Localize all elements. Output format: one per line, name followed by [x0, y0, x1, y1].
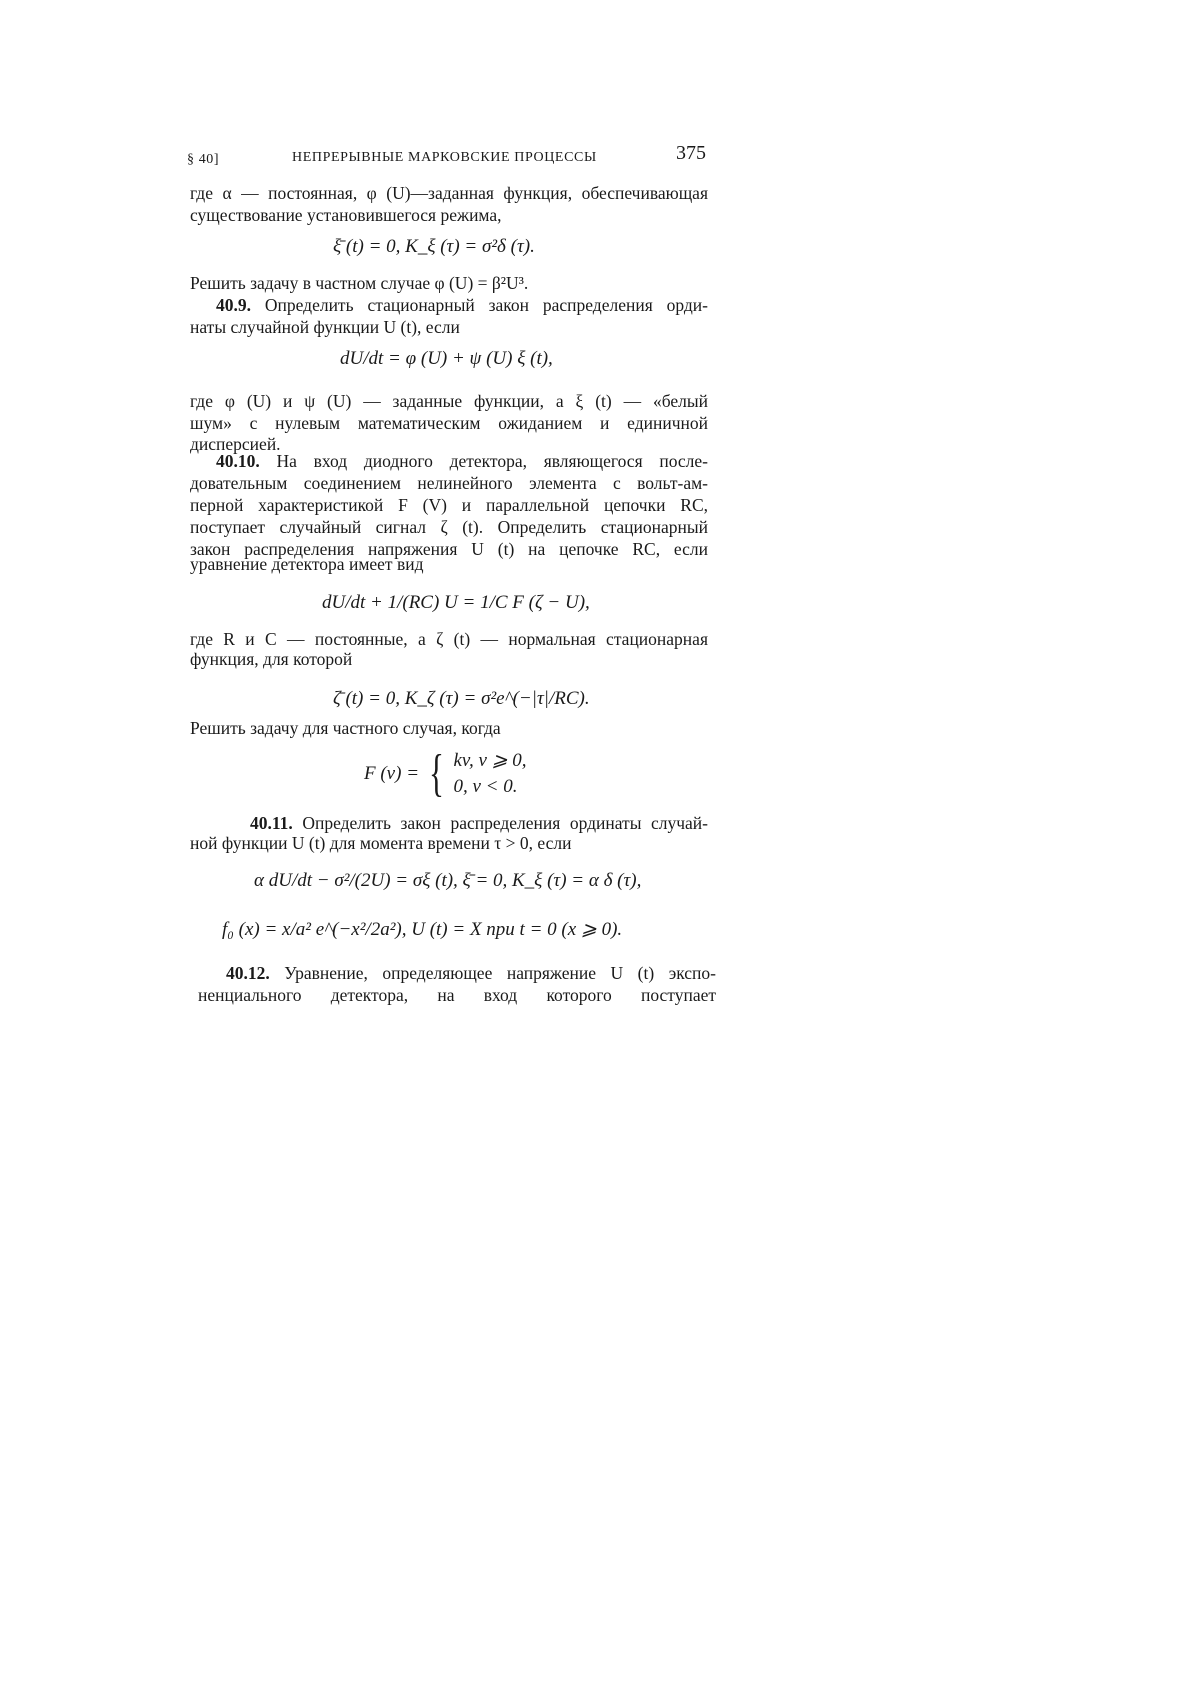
running-title: НЕПРЕРЫВНЫЕ МАРКОВСКИЕ ПРОЦЕССЫ	[292, 150, 597, 165]
problem-number: 40.11.	[250, 813, 293, 833]
case-row: 0, v < 0.	[453, 776, 518, 797]
page-number: 375	[676, 142, 706, 164]
paragraph-line: довательным соединением нелинейного элемента с вольт-ам-	[190, 473, 708, 493]
equation: dU/dt = φ (U) + ψ (U) ξ (t),	[340, 348, 553, 369]
equation: f₀ (x) = x/a² e^(−x²/2a²), U (t) = X при t = 0 (x ⩾ 0).	[222, 919, 623, 940]
paragraph-line: Решить задачу для частного случая, когда	[190, 718, 501, 738]
cases	[453, 748, 526, 800]
paragraph-line: Решить задачу в частном случае φ (U) = β²U³.	[190, 273, 529, 293]
brace: {	[428, 745, 444, 802]
paragraph-line: уравнение детектора имеет вид	[190, 554, 424, 574]
equation: dU/dt + 1/(RC) U = 1/C F (ζ − U),	[322, 592, 590, 613]
problem-number: 40.10.	[216, 451, 260, 471]
paragraph-line: наты случайной функции U (t), если	[190, 317, 460, 337]
problem-40-11-line: 40.11. Определить закон распределения ординаты случай-	[250, 813, 708, 833]
problem-40-12-line: 40.12. Уравнение, определяющее напряжение U (t) экспо-	[226, 963, 716, 983]
paragraph-line: шум» с нулевым математическим ожиданием и единичной	[190, 413, 708, 433]
equation: ζ̄ (t) = 0, K_ζ (τ) = σ²e^(−|τ|/RC).	[333, 688, 590, 709]
paragraph-line: где α — постоянная, φ (U)—заданная функция, обеспечивающая	[190, 183, 708, 203]
equation: ξ̄ (t) = 0, K_ξ (τ) = σ²δ (τ).	[333, 236, 535, 257]
paragraph-line: поступает случайный сигнал ζ (t). Определить стационарный	[190, 517, 708, 537]
equation-lhs: F (v) =	[364, 763, 420, 784]
paragraph-line: ненциального детектора, на вход которого поступает	[198, 985, 716, 1005]
problem-40-9-line: 40.9. Определить стационарный закон распределения орди-	[216, 295, 708, 315]
case-row: kv, v ⩾ 0,	[453, 750, 527, 771]
paragraph-line: где φ (U) и ψ (U) — заданные функции, а ξ (t) — «белый	[190, 391, 708, 411]
paragraph-line: дисперсией.	[190, 434, 281, 454]
problem-40-10-line: 40.10. На вход диодного детектора, являющегося после-	[216, 451, 708, 471]
paragraph-line: ной функции U (t) для момента времени τ > 0, если	[190, 833, 572, 853]
paragraph-line: перной характеристикой F (V) и параллельной цепочки RC,	[190, 495, 708, 515]
paragraph-line: где R и C — постоянные, а ζ (t) — нормальная стационарная	[190, 629, 708, 649]
paragraph-line: существование установившегося режима,	[190, 205, 502, 225]
paragraph-line: функция, для которой	[190, 649, 353, 669]
problem-number: 40.9.	[216, 295, 251, 315]
problem-number: 40.12.	[226, 963, 270, 983]
equation: α dU/dt − σ²/(2U) = σξ (t), ξ̄ = 0, K_ξ (τ) = α δ (τ),	[254, 870, 642, 891]
piecewise-equation	[364, 745, 527, 802]
section-marker: § 40]	[187, 152, 220, 167]
paragraph-line: закон распределения напряжения U (t) на цепочке RC, если	[190, 539, 708, 559]
